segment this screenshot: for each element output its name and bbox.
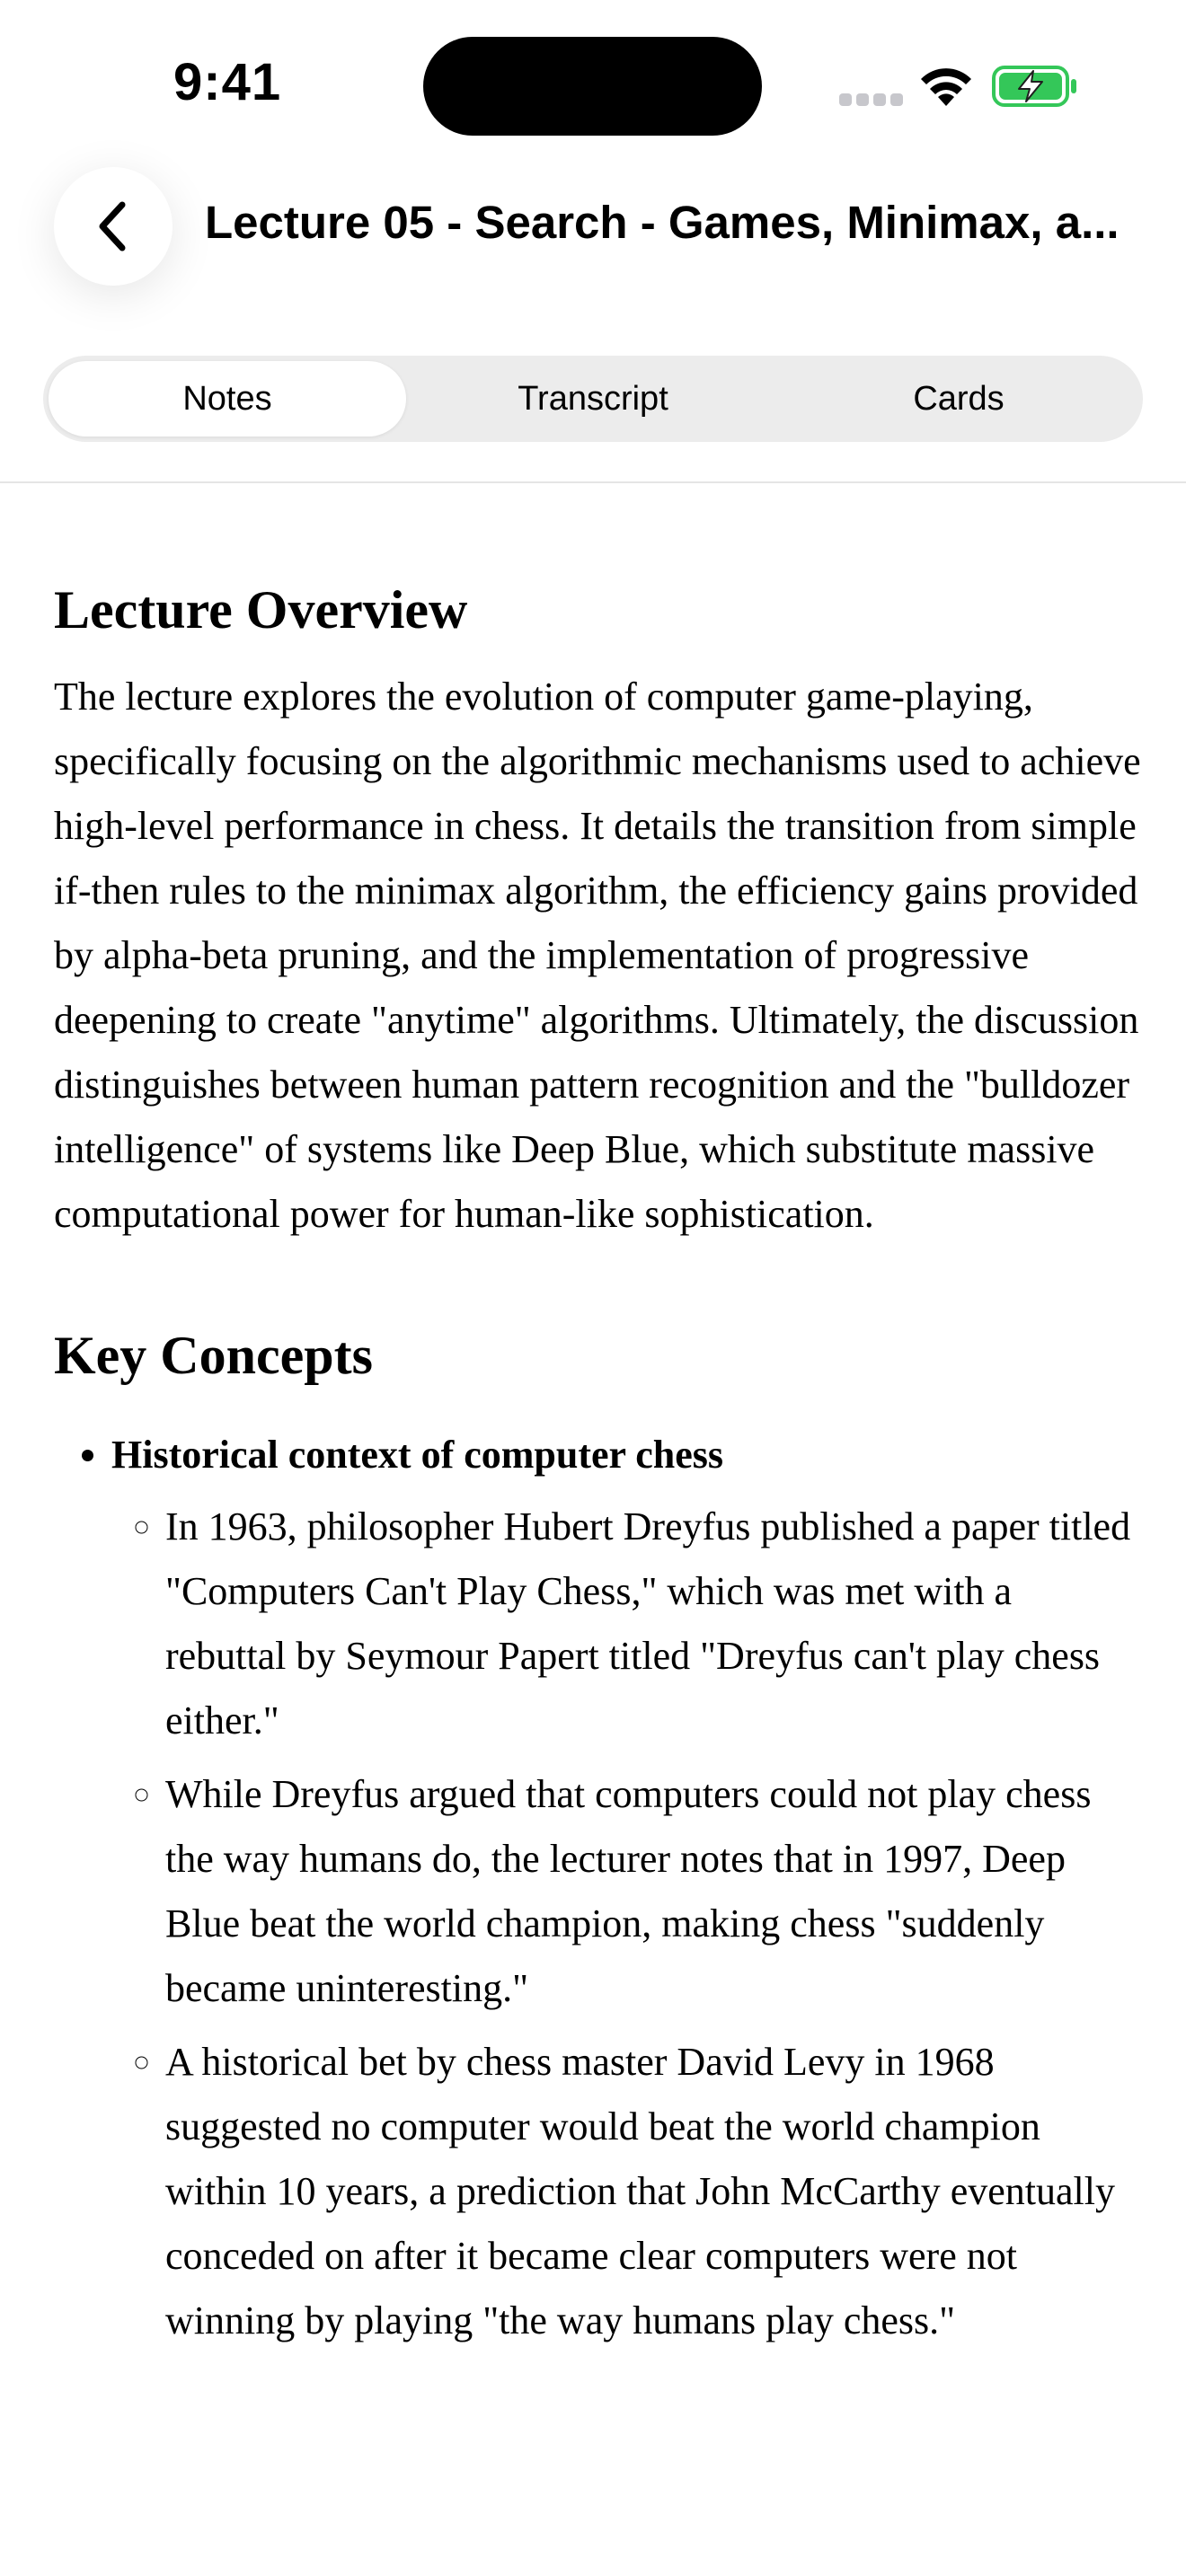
overview-heading: Lecture Overview bbox=[54, 580, 468, 640]
status-bar bbox=[0, 0, 1186, 162]
header-divider bbox=[0, 481, 1186, 483]
notes-content bbox=[54, 575, 1141, 2362]
key-concepts-heading: Key Concepts bbox=[54, 1326, 373, 1385]
battery-charging-icon bbox=[992, 66, 1078, 107]
wifi-icon bbox=[918, 65, 974, 108]
chevron-left-icon bbox=[93, 199, 133, 253]
concept-title: Historical context of computer chess bbox=[111, 1433, 724, 1477]
list-item: ◦ A historical bet by chess master David Levy in 1968 suggested no computer would beat the world champion within 10 years, a prediction that John McCarthy eventually conceded on after it became clear computers were not winning by playing "the way humans play chess." bbox=[165, 2030, 1141, 2353]
concept-points bbox=[111, 1495, 1141, 2353]
overview-paragraph: The lecture explores the evolution of computer game-playing, specifically focusing on the algorithmic mechanisms used to achieve high-level performance in chess. It details the transition from simple if-then rules to the minimax algorithm, the efficiency gains provided by alpha-beta pruning, and the implementation of progressive deepening to create "anytime" algorithms. Ultimately, the discussion distinguishes between human pattern recognition and the "bulldozer intelligence" of systems like Deep Blue, which substitute massive computational power for human-like sophistication. bbox=[54, 675, 1141, 1236]
cellular-signal-icon bbox=[839, 93, 904, 106]
dynamic-island bbox=[423, 37, 762, 136]
tab-transcript[interactable]: Transcript bbox=[518, 379, 668, 418]
view-segmented-control bbox=[43, 356, 1143, 442]
key-concepts-list bbox=[54, 1423, 1141, 2353]
list-item: ◦ In 1963, philosopher Hubert Dreyfus published a paper titled "Computers Can't Play Chess," which was met with a rebuttal by Seymour Papert titled "Dreyfus can't play chess either." bbox=[165, 1495, 1141, 1753]
page-title: Lecture 05 - Search - Games, Minimax, a... bbox=[205, 197, 1120, 248]
back-button[interactable] bbox=[54, 167, 173, 286]
status-time: 9:41 bbox=[173, 53, 282, 111]
list-item: ◦ While Dreyfus argued that computers could not play chess the way humans do, the lecturer notes that in 1997, Deep Blue beat the world champion, making chess "suddenly became uninteresting." bbox=[165, 1762, 1141, 2021]
tab-cards[interactable]: Cards bbox=[913, 379, 1005, 418]
list-item bbox=[111, 1423, 1141, 2353]
tab-notes[interactable]: Notes bbox=[49, 361, 406, 437]
